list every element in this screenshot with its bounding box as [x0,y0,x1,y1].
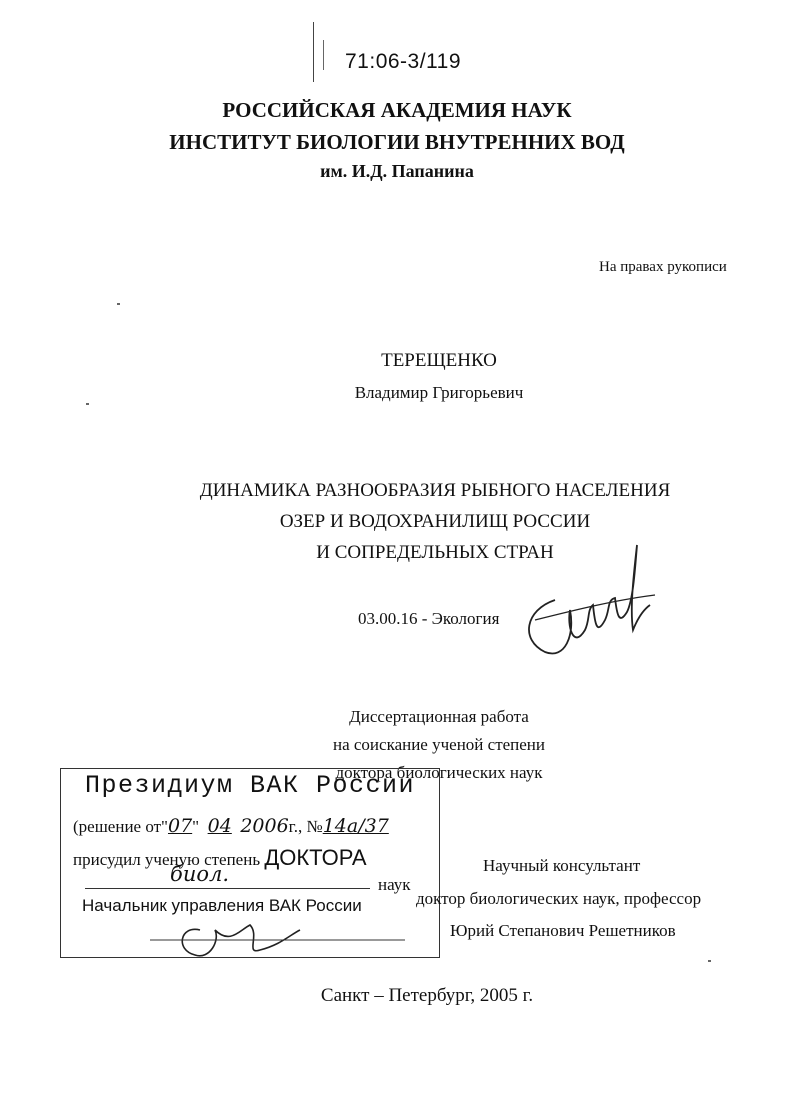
thesis-type: Диссертационная работа [349,707,529,726]
scan-speck [708,960,711,962]
scan-speck [117,303,120,305]
consultant-degree: доктор биологических наук, профессор [416,889,702,908]
archive-code: 71:06-3/119 [345,50,462,73]
vak-decision-year: 2006 [240,815,289,837]
vak-awarded-text: присудил ученую степень [73,850,261,869]
scan-speck [86,403,89,405]
consultant-label: Научный консультант [483,856,641,875]
vak-field-suffix: наук [378,875,411,894]
thesis-degree-line: на соискание ученой степени [332,735,546,754]
vak-stamp-title: Президиум ВАК России [85,771,416,800]
thesis-title-line-3: И СОПРЕДЕЛЬНЫХ СТРАН [316,542,554,563]
consultant-name: Юрий Степанович Решетников [450,921,676,940]
thesis-degree-field: доктора биологических наук [335,763,543,782]
author-surname: ТЕРЕЩЕНКО [381,350,497,371]
vak-chief-label: Начальник управления ВАК России [82,896,362,915]
scan-mark-line [313,22,314,82]
vak-decision-line: (решение от"07" 04 2006г., №14а/37 [73,815,389,837]
vak-degree: ДОКТОРА [264,845,367,870]
vak-decision-number: 14а/37 [322,815,389,837]
thesis-title-line-1: ДИНАМИКА РАЗНООБРАЗИЯ РЫБНОГО НАСЕЛЕНИЯ [199,480,671,501]
city-year: Санкт – Петербург, 2005 г. [320,985,534,1006]
author-signature [515,540,665,665]
vak-decision-day: 07 [167,815,193,837]
thesis-title-line-2: ОЗЕР И ВОДОХРАНИЛИЩ РОССИИ [279,511,591,532]
institute-name: ИНСТИТУТ БИОЛОГИИ ВНУТРЕННИХ ВОД [169,130,625,154]
vak-chief-signature [150,910,410,970]
author-given-names: Владимир Григорьевич [354,383,524,402]
rights-note: На правах рукописи [599,259,727,275]
specialty-code: 03.00.16 - Экология [358,609,500,628]
academy-name: РОССИЙСКАЯ АКАДЕМИЯ НАУК [222,98,572,122]
institute-honorific: им. И.Д. Папанина [320,161,474,181]
vak-field-underline [85,888,370,889]
vak-decision-prefix: (решение от" [73,817,168,836]
vak-field-handwritten: биол. [170,862,230,886]
vak-decision-month: 04 [207,815,232,837]
vak-number-prefix: г., № [288,817,323,836]
scan-mark-line [323,40,324,70]
